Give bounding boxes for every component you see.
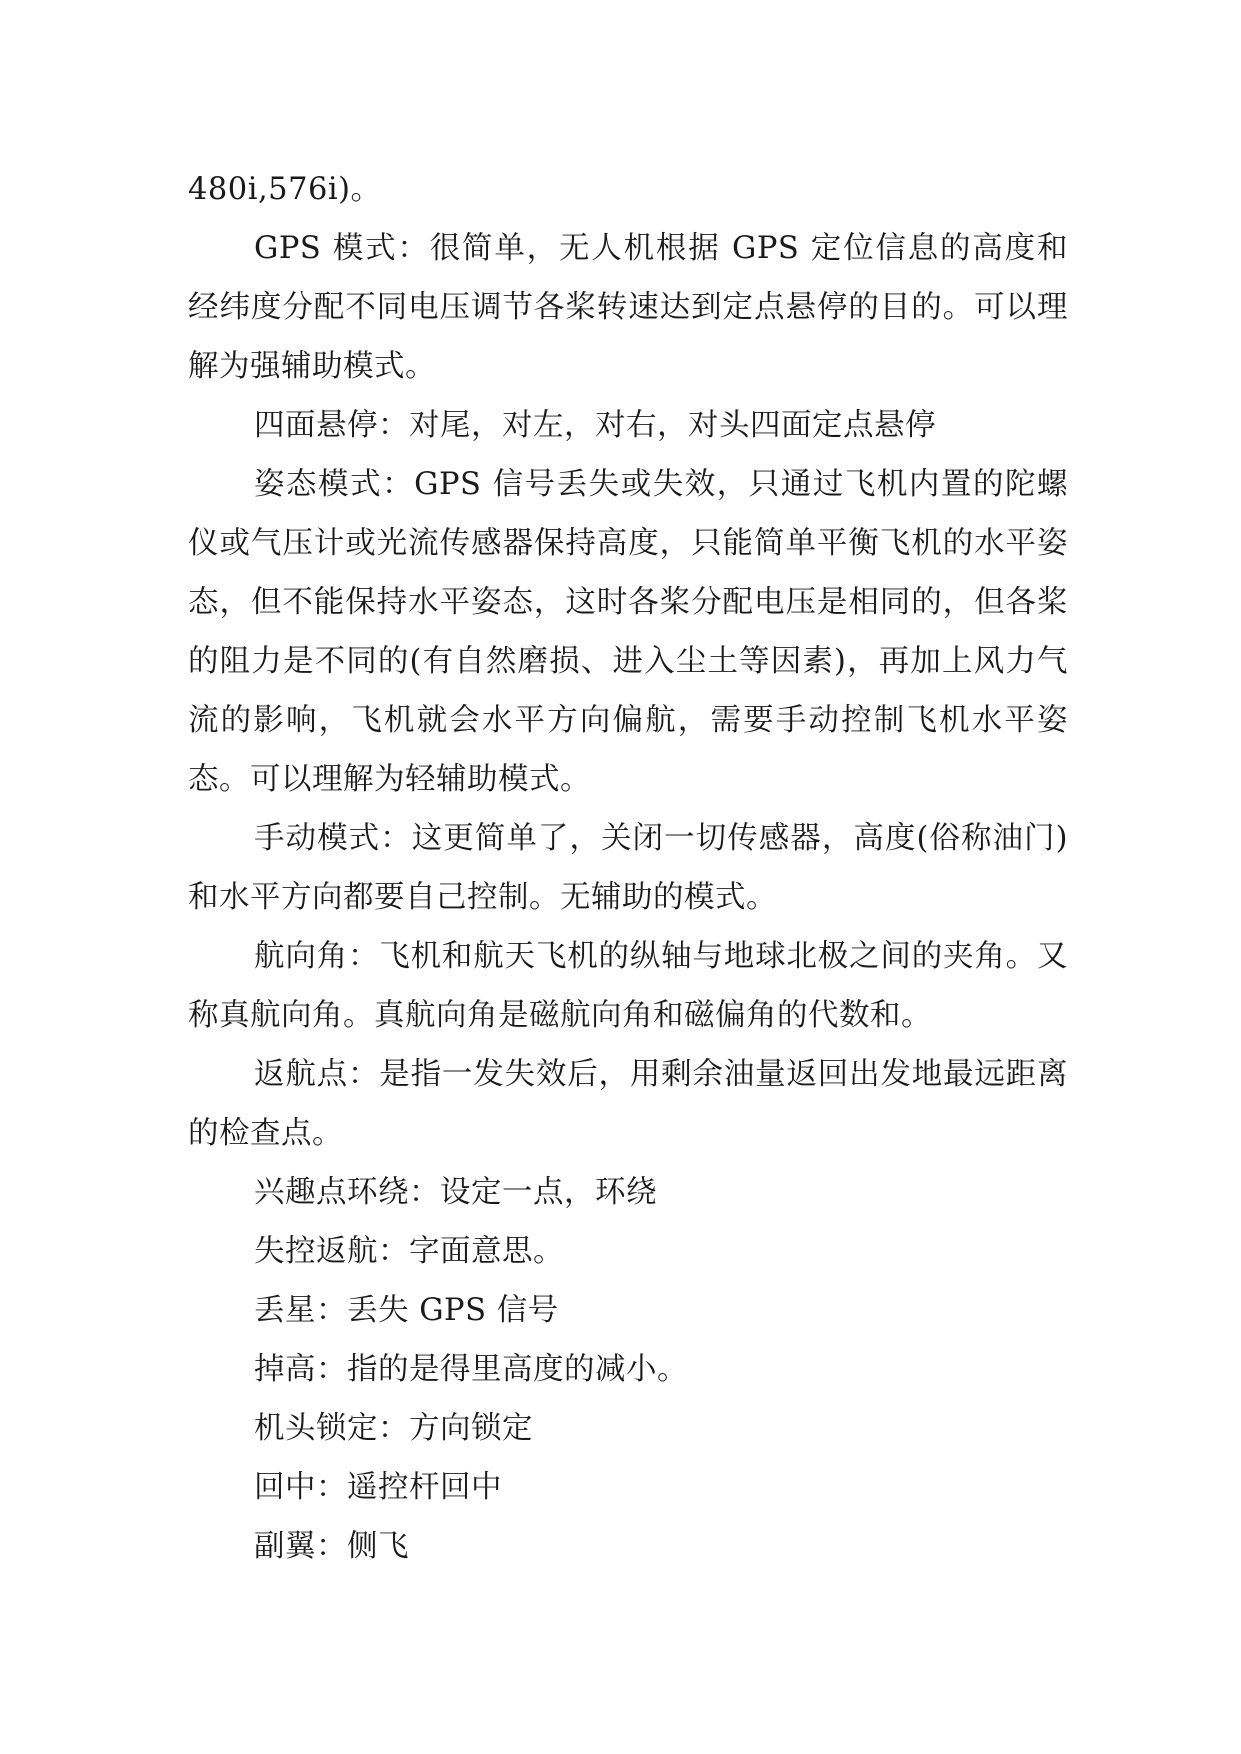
paragraph-point-of-interest: 兴趣点环绕：设定一点，环绕 — [254, 1175, 657, 1210]
paragraph-lost-satellite: 丢星：丢失 GPS 信号 — [254, 1293, 559, 1328]
paragraph-heading-angle: 航向角：飞机和航天飞机的纵轴与地球北极之间的夹角。又称真航向角。真航向角是磁航向角和磁偏角的代数和。 — [188, 939, 1068, 1033]
paragraph-altitude-drop: 掉高：指的是得里高度的减小。 — [254, 1352, 688, 1387]
paragraph-heading-lock: 机头锁定：方向锁定 — [254, 1411, 533, 1446]
paragraph-stick-center: 回中：遥控杆回中 — [254, 1470, 502, 1505]
paragraph-continuation: 480i,576i)。 — [188, 172, 382, 207]
paragraph-return-point: 返航点：是指一发失效后，用剩余油量返回出发地最远距离的检查点。 — [188, 1057, 1068, 1151]
paragraph-four-side-hover: 四面悬停：对尾，对左，对右，对头四面定点悬停 — [254, 408, 936, 443]
paragraph-aileron: 副翼：侧飞 — [254, 1529, 409, 1564]
paragraph-gps-mode: GPS 模式：很简单，无人机根据 GPS 定位信息的高度和经纬度分配不同电压调节各桨转速达到定点悬停的目的。可以理解为强辅助模式。 — [188, 231, 1068, 384]
body-text — [188, 160, 1068, 1576]
paragraph-attitude-mode: 姿态模式：GPS 信号丢失或失效，只通过飞机内置的陀螺仪或气压计或光流传感器保持高度，只能简单平衡飞机的水平姿态，但不能保持水平姿态，这时各桨分配电压是相同的，但各桨的阻力是不同的(有自然磨损、进入尘土等因素)，再加上风力气流的影响，飞机就会水平方向偏航，需要手动控制飞机水平姿态。可以理解为轻辅助模式。 — [188, 467, 1068, 797]
paragraph-manual-mode: 手动模式：这更简单了，关闭一切传感器，高度(俗称油门)和水平方向都要自己控制。无辅助的模式。 — [188, 821, 1068, 915]
paragraph-failsafe-return: 失控返航：字面意思。 — [254, 1234, 564, 1269]
